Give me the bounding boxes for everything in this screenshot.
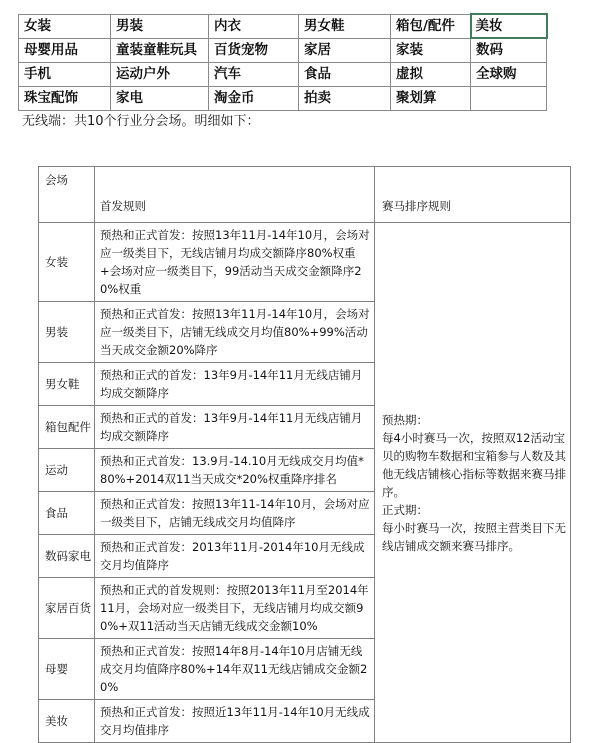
- table-row: [19, 63, 547, 87]
- category-cell-shouji[interactable]: 手机: [19, 63, 111, 87]
- venue-name-meizhuang: 美妆: [39, 700, 95, 743]
- rules-table-body: [39, 167, 571, 743]
- rule-text-jiaju-baihuo: 预热和正式的首发规则：按照2013年11月至2014年11月，会场对应一级类目下，无线店铺月均成交额90%+双11活动当天店铺无线成交金额10%: [95, 578, 375, 639]
- category-cell-taojinbi[interactable]: 淘金币: [209, 87, 299, 111]
- venue-name-jiaju-baihuo: 家居百货: [39, 578, 95, 639]
- rules-table-header-row: [39, 167, 571, 223]
- category-cell-juhuasuan[interactable]: 聚划算: [391, 87, 471, 111]
- category-cell-meizhuang-selected[interactable]: 美妆: [471, 14, 547, 38]
- rule-text-nannvxie: 预热和正式的首发：13年9月-14年11月无线店铺月均成交额降序: [95, 363, 375, 406]
- venue-name-shipin: 食品: [39, 492, 95, 535]
- category-cell-paimai[interactable]: 拍卖: [299, 87, 391, 111]
- category-cell-jiazhuang[interactable]: 家装: [391, 38, 471, 63]
- race-rule-preheat-label: 预热期：: [382, 412, 428, 427]
- category-cell-xuni[interactable]: 虚拟: [391, 63, 471, 87]
- column-header-venue: 会场: [39, 167, 95, 223]
- category-cell-jiadian[interactable]: 家电: [111, 87, 209, 111]
- rule-text-yundong: 预热和正式首发：13.9月-14.10月无线成交月均值*80%+2014双11当天成交*20%权重降序排名: [95, 449, 375, 492]
- category-cell-shuma[interactable]: 数码: [471, 38, 547, 63]
- venue-name-shuma-jiadian: 数码家电: [39, 535, 95, 578]
- category-cell-shipin[interactable]: 食品: [299, 63, 391, 87]
- category-cell-yundong-huwai[interactable]: 运动户外: [111, 63, 209, 87]
- table-row: [19, 87, 547, 111]
- category-cell-tongzhuang-tongxie-wanju[interactable]: 童装童鞋玩具: [111, 38, 209, 63]
- rule-text-nanzhuang: 预热和正式首发：按照13年11月-14年10月，会场对应一级类目下，店铺无线成交月均值80%+99%活动当天成交金额20%降序: [95, 302, 375, 363]
- caption-text: 无线端：共10个行业分会场。明细如下：: [22, 114, 260, 129]
- venue-name-nanzhuang: 男装: [39, 302, 95, 363]
- rule-text-meizhuang: 预热和正式首发：按照近13年11月-14年10月无线成交月均值排序: [95, 700, 375, 743]
- category-cell-neiyi[interactable]: 内衣: [209, 14, 299, 38]
- category-cell-jiaju[interactable]: 家居: [299, 38, 391, 63]
- venue-name-nvzhuang: 女装: [39, 223, 95, 302]
- venue-name-muying: 母婴: [39, 639, 95, 700]
- category-cell-muying-yongpin[interactable]: 母婴用品: [19, 38, 111, 63]
- category-cell-qiche[interactable]: 汽车: [209, 63, 299, 87]
- category-cell-zhubao-peishi[interactable]: 珠宝配饰: [19, 87, 111, 111]
- category-cell-nannvxie[interactable]: 男女鞋: [299, 14, 391, 38]
- category-cell-nvzhuang[interactable]: 女装: [19, 14, 111, 38]
- rule-text-shuma-jiadian: 预热和正式首发：2013年11月-2014年10月无线成交月均值降序: [95, 535, 375, 578]
- category-table: [18, 13, 548, 111]
- category-cell-empty[interactable]: [471, 87, 547, 111]
- rule-text-muying: 预热和正式首发：按照14年8月-14年10月店铺无线成交月均值降序80%+14年双11无线店铺成交金额20%: [95, 639, 375, 700]
- race-rule-preheat-text: 每4小时赛马一次，按照双12活动宝贝的购物车数据和宝箱参与人数及其他无线店铺核心指标等数据来赛马排序。: [382, 430, 566, 499]
- rule-text-nvzhuang: 预热和正式首发：按照13年11月-14年10月，会场对应一级类目下，无线店铺月均成交额降序80%权重+会场对应一级类目下，99活动当天成交金额降序20%权重: [95, 223, 375, 302]
- rules-table: [38, 166, 571, 743]
- venue-name-xiangbao-peijian: 箱包配件: [39, 406, 95, 449]
- category-cell-xiangbao-peijian[interactable]: 箱包/配件: [391, 14, 471, 38]
- race-rule-official-text: 每小时赛马一次，按照主营类目下无线店铺成交额来赛马排序。: [382, 520, 566, 553]
- column-header-race-sort-rule: 赛马排序规则: [375, 167, 571, 223]
- race-sort-rule-cell: [375, 223, 571, 743]
- category-cell-baihuo-chongwu[interactable]: 百货宠物: [209, 38, 299, 63]
- category-table-body: [19, 14, 547, 111]
- rule-text-xiangbao-peijian: 预热和正式的首发：13年9月-14年11月无线店铺月均成交额降序: [95, 406, 375, 449]
- venue-name-nannvxie: 男女鞋: [39, 363, 95, 406]
- column-header-first-release-rule: 首发规则: [95, 167, 375, 223]
- table-row: [19, 14, 547, 38]
- table-row: [39, 223, 571, 302]
- race-rule-official-label: 正式期：: [382, 502, 428, 517]
- category-cell-quanqiugou[interactable]: 全球购: [471, 63, 547, 87]
- category-cell-nanzhuang[interactable]: 男装: [111, 14, 209, 38]
- rule-text-shipin: 预热和正式首发：按照13年11-14年10月，会场对应一级类目下，店铺无线成交月均值降序: [95, 492, 375, 535]
- venue-name-yundong: 运动: [39, 449, 95, 492]
- table-row: [19, 38, 547, 63]
